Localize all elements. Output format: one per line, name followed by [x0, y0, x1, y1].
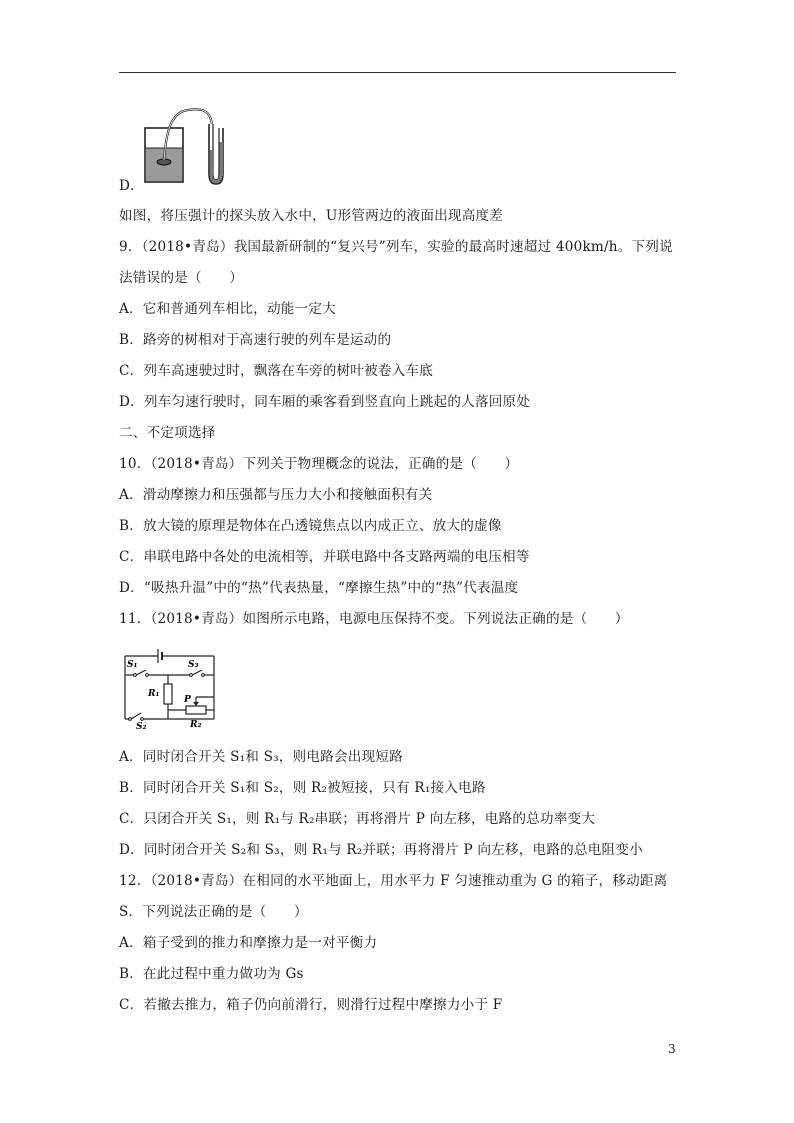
q9-stem-line2: 法错误的是（ ） [119, 270, 244, 286]
q10-option-c: C．串联电路中各处的电流相等，并联电路中各支路两端的电压相等 [119, 549, 530, 565]
q12-stem-line1: 12．（2018•青岛）在相同的水平地面上，用水平力 F 匀速推动重为 G 的箱子，移动距离 [119, 873, 668, 889]
label-s3: S₃ [188, 660, 199, 670]
label-s2: S₂ [136, 722, 147, 732]
q9-stem-line1: 9．（2018•青岛）我国最新研制的“复兴号”列车，实验的最高时速超过 400km/h。下列说 [119, 239, 673, 255]
page-number: 3 [668, 1042, 676, 1056]
q10-option-d: D．“吸热升温”中的“热”代表热量，“摩擦生热”中的“热”代表温度 [119, 580, 519, 596]
header-rule [119, 72, 676, 73]
q11-option-a: A．同时闭合开关 S₁和 S₃，则电路会出现短路 [119, 749, 403, 765]
q8-option-d-letter: D． [119, 178, 144, 194]
q12-option-a: A．箱子受到的推力和摩擦力是一对平衡力 [119, 935, 378, 951]
label-r2: R₂ [190, 720, 202, 730]
label-r1: R₁ [148, 689, 160, 699]
q10-option-a: A．滑动摩擦力和压强都与压力大小和接触面积有关 [119, 487, 433, 503]
q9-option-c: C．列车高速驶过时，飘落在车旁的树叶被卷入车底 [119, 363, 434, 379]
label-s1: S₁ [127, 660, 138, 670]
circuit-diagram [118, 646, 220, 732]
section-title: 二、不定项选择 [119, 425, 216, 441]
q8-caption: 如图，将压强计的探头放入水中，U形管两边的液面出现高度差 [119, 208, 504, 224]
q11-option-d: D．同时闭合开关 S₂和 S₃，则 R₁与 R₂并联；再将滑片 P 向左移，电路的总电阻变小 [119, 842, 643, 858]
q12-stem-line2: S．下列说法正确的是（ ） [119, 904, 308, 920]
q12-option-c: C．若撤去推力，箱子仍向前滑行，则滑行过程中摩擦力小于 F [119, 997, 503, 1013]
label-p: P [184, 695, 191, 705]
q9-option-b: B．路旁的树相对于高速行驶的列车是运动的 [119, 332, 392, 348]
manometer-figure [140, 104, 236, 188]
q10-stem: 10．（2018•青岛）下列关于物理概念的说法，正确的是（ ） [119, 456, 519, 472]
q11-option-b: B．同时闭合开关 S₁和 S₂，则 R₂被短接，只有 R₁接入电路 [119, 780, 486, 796]
q11-stem: 11．（2018•青岛）如图所示电路，电源电压保持不变。下列说法正确的是（ ） [119, 611, 629, 627]
q10-option-b: B．放大镜的原理是物体在凸透镜焦点以内成正立、放大的虚像 [119, 518, 502, 534]
q9-option-a: A．它和普通列车相比，动能一定大 [119, 301, 336, 317]
q12-option-b: B．在此过程中重力做功为 Gs [119, 966, 304, 982]
q11-option-c: C．只闭合开关 S₁，则 R₁与 R₂串联；再将滑片 P 向左移，电路的总功率变大 [119, 811, 596, 827]
q9-option-d: D．列车匀速行驶时，同车厢的乘客看到竖直向上跳起的人落回原处 [119, 394, 531, 410]
